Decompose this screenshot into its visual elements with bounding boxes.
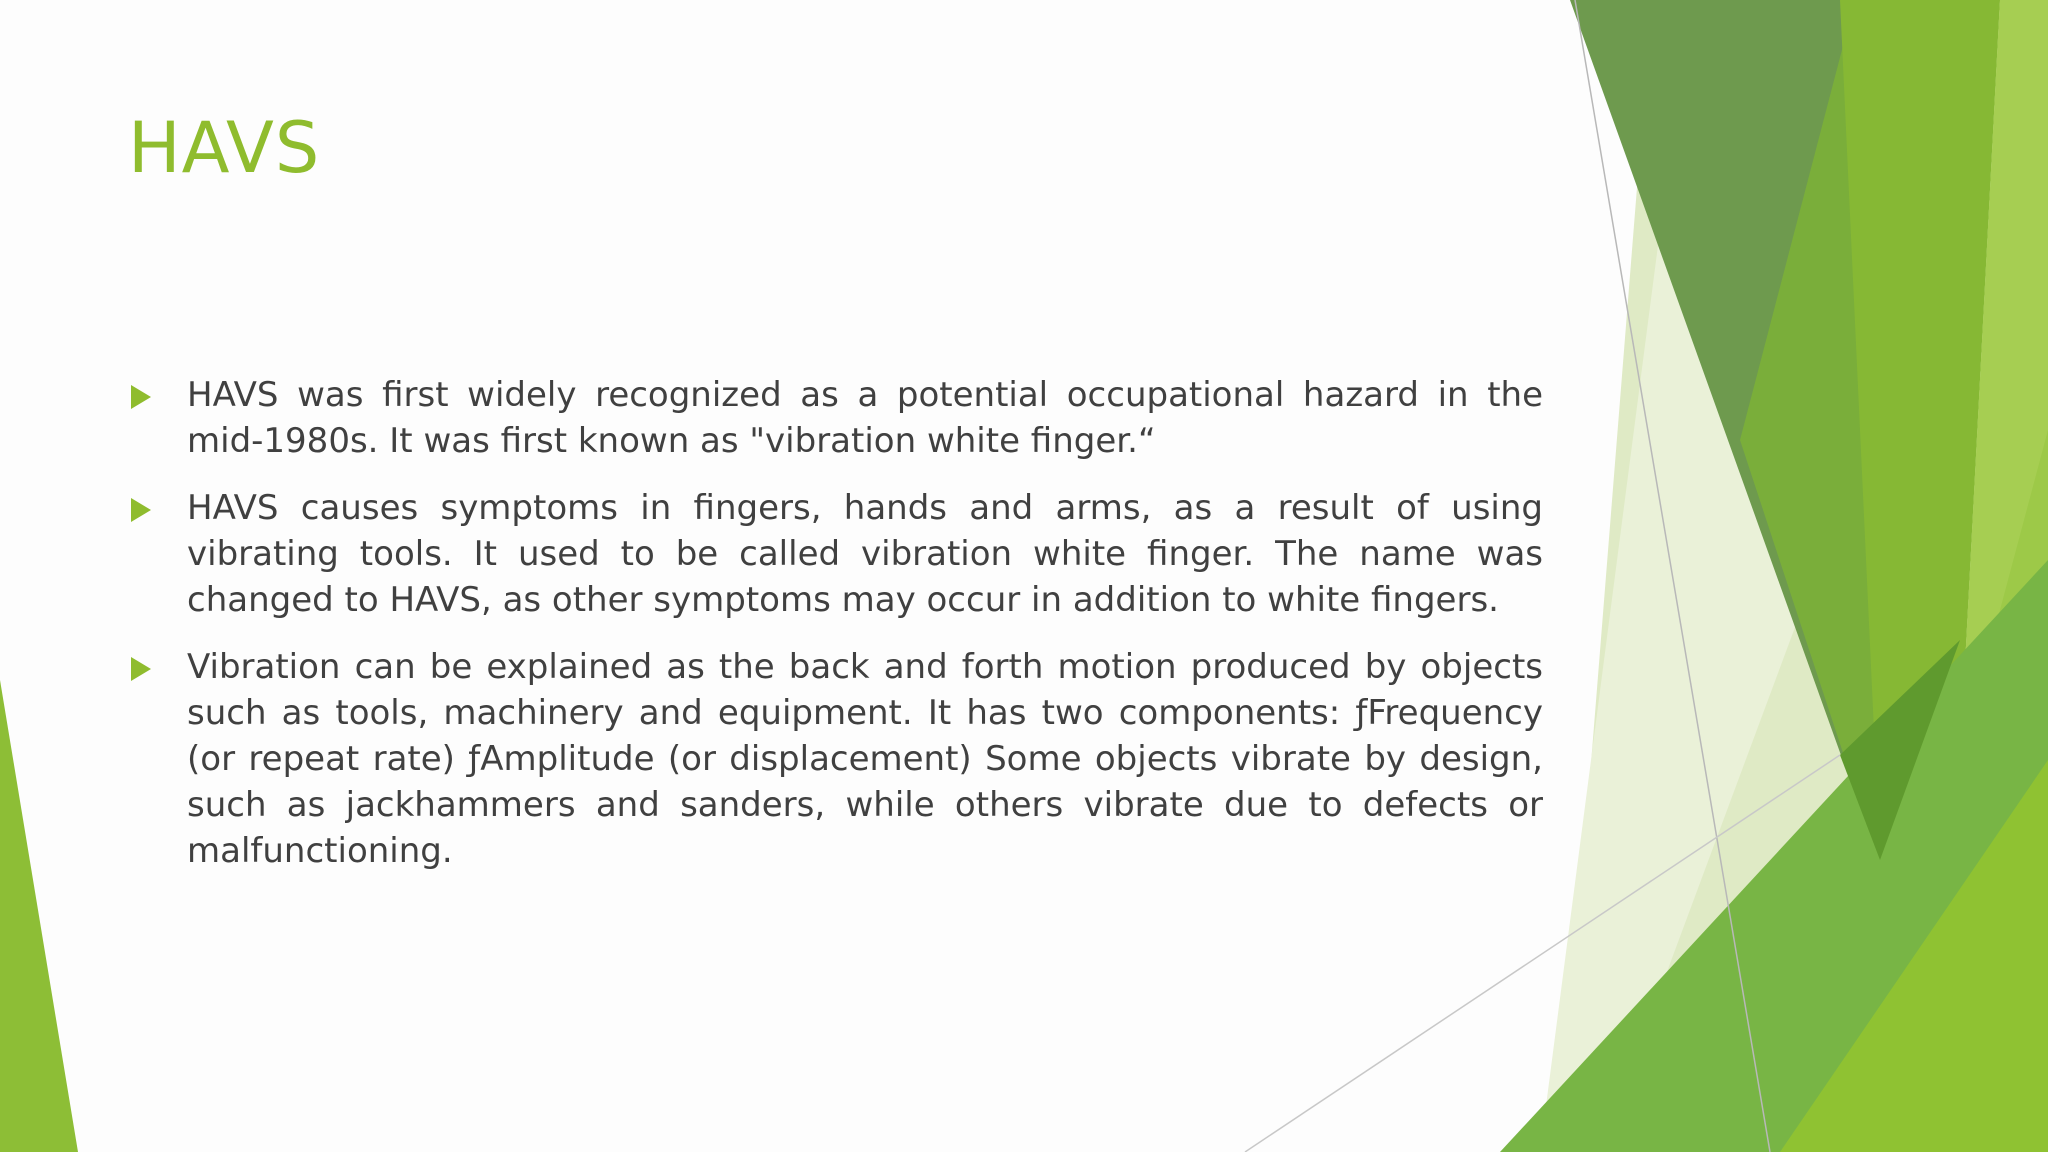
- triangle-right-icon: [131, 657, 151, 681]
- bullet-text: HAVS causes symptoms in fingers, hands and arms, as a result of using vibrating tools. It used to be called vibration white finger. The name was changed to HAVS, as other symptoms may occur in addition to white fingers.: [187, 488, 1543, 620]
- bullet-text: HAVS was first widely recognized as a potential occupational hazard in the mid-1980s. It was first known as "vibration white finger.“: [187, 375, 1543, 461]
- bullet-item: [128, 644, 1543, 874]
- bullet-item: [128, 372, 1543, 464]
- triangle-right-icon: [131, 385, 151, 409]
- left-facet: [0, 680, 78, 1152]
- bullet-item: [128, 485, 1543, 623]
- bullet-list: [128, 372, 1543, 895]
- triangle-right-icon: [131, 498, 151, 522]
- slide-title: HAVS: [128, 107, 321, 189]
- bullet-text: Vibration can be explained as the back and forth motion produced by objects such as tools, machinery and equipment. It has two components: ƒFrequency (or repeat rate) ƒAmplitude (or displacement) Some objects vibrate by design, such as jackhammers and sanders, while others vibrate due to defects or malfunctioning.: [187, 647, 1543, 871]
